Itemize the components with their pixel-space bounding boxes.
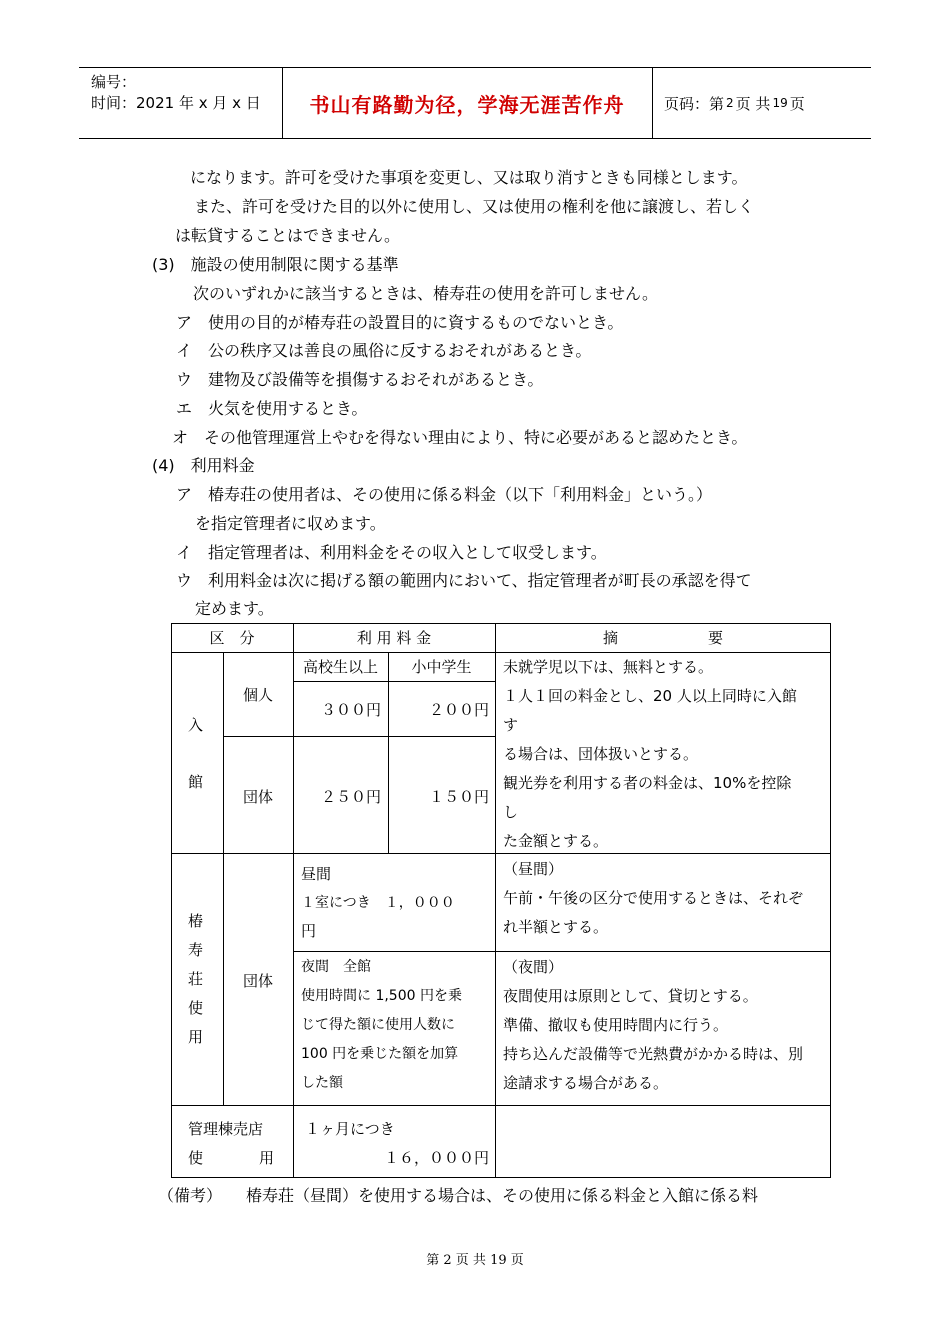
- shop-label-use: 使: [188, 1149, 204, 1167]
- note-line: 準備、撤収も使用時間内に行う。: [503, 1016, 729, 1034]
- individual-high-fee: ３００円: [320, 701, 381, 719]
- section-heading: (4) 利用料金: [152, 456, 255, 475]
- header-divider: [652, 68, 653, 138]
- body-line: になります。許可を受けた事項を変更し、又は取り消すときも同様とします。: [190, 168, 748, 187]
- footer-mid: 页 共: [455, 1253, 486, 1268]
- table-rule: [388, 652, 389, 853]
- header-page-info: [664, 68, 805, 138]
- night-line: じて得た額に使用人数に: [301, 1017, 455, 1033]
- individual-child-fee: ２００円: [428, 701, 489, 719]
- night-notes: [503, 953, 803, 1098]
- note-line: 持ち込んだ設備等で光熱費がかかる時は、別: [503, 1045, 804, 1063]
- use-label-char: 用: [188, 1028, 204, 1046]
- table-head-category: 区 分: [209, 629, 255, 647]
- note-line: 観光券を利用する者の料金は、10%を控除: [503, 774, 792, 792]
- entry-label: 館: [188, 773, 204, 791]
- use-label-char: 椿: [188, 912, 204, 930]
- use-label-char: 寿: [188, 941, 204, 959]
- table-head-remarks: 摘 要: [602, 629, 723, 647]
- note-line: す: [503, 716, 519, 734]
- day-fee: １室につき １，０００: [301, 895, 455, 911]
- use-type-label: 団体: [242, 972, 273, 990]
- note-line: （昼間）: [503, 860, 564, 878]
- note-line: し: [503, 803, 519, 821]
- fee-table: [171, 623, 831, 1178]
- table-rule: [171, 1105, 831, 1106]
- table-rule: [223, 736, 495, 737]
- day-title: 昼間: [301, 865, 332, 883]
- document-header: [79, 67, 871, 139]
- list-item: イ 指定管理者は、利用料金をその収入として収受します。: [176, 543, 607, 562]
- table-rule: [223, 652, 224, 1105]
- night-line: 使用時間に 1,500 円を乗: [301, 988, 462, 1004]
- use-label-char: 荘: [188, 970, 204, 988]
- table-border: [830, 623, 831, 1178]
- day-fee-unit: 円: [301, 922, 317, 940]
- night-line: 100 円を乗じた額を加算: [301, 1046, 459, 1062]
- group-label: 団体: [242, 788, 273, 806]
- table-rule: [293, 681, 495, 682]
- note-line: 夜間使用は原則として、貸切とする。: [503, 987, 758, 1005]
- body-line: また、許可を受けた目的以外に使用し、又は使用の権利を他に譲渡し、若しく: [194, 197, 755, 216]
- table-rule: [495, 623, 496, 1178]
- night-line: した額: [301, 1075, 343, 1091]
- sub-head-high: 高校生以上: [302, 658, 378, 676]
- header-motto: 书山有路勤为径，学海无涯苦作舟: [309, 92, 625, 117]
- day-notes: [503, 855, 803, 942]
- page-total: 19: [772, 96, 788, 110]
- note-line: た金額とする。: [503, 832, 609, 850]
- shop-label-use: 用: [259, 1149, 275, 1167]
- shop-fee: １６，０００円: [383, 1149, 489, 1167]
- shop-label: 管理棟売店: [188, 1120, 264, 1138]
- page-mid: 页 共: [735, 94, 771, 113]
- table-rule: [293, 951, 831, 952]
- footer-suffix: 页: [510, 1253, 524, 1268]
- footer-prefix: 第: [426, 1253, 440, 1268]
- night-fee: [301, 953, 462, 1098]
- footer-current: 2: [443, 1253, 452, 1268]
- page-footer: [0, 1249, 950, 1268]
- list-item: ウ 建物及び設備等を損傷するおそれがあるとき。: [176, 370, 544, 389]
- note-line: 未就学児以下は、無料とする。: [503, 658, 714, 676]
- footer-total: 19: [490, 1253, 507, 1268]
- use-label: [188, 907, 203, 1052]
- page-current: 2: [726, 96, 734, 110]
- note-line: れ半額とする。: [503, 918, 609, 936]
- group-high-fee: ２５０円: [320, 788, 381, 806]
- body-line: は転貸することはできません。: [175, 226, 400, 245]
- serial-label: 编号：: [91, 73, 137, 91]
- list-item: エ 火気を使用するとき。: [176, 399, 368, 418]
- remark-line: （備考） 椿寿荘（昼間）を使用する場合は、その使用に係る料金と入館に係る料: [158, 1186, 759, 1205]
- entry-label: 入: [188, 716, 204, 734]
- list-item: イ 公の秩序又は善良の風俗に反するおそれがあるとき。: [176, 341, 592, 360]
- list-item: ア 使用の目的が椿寿荘の設置目的に資するものでないとき。: [176, 313, 624, 332]
- table-head-fee: 利 用 料 金: [356, 629, 432, 647]
- page-suffix: 页: [789, 94, 805, 113]
- use-label-char: 使: [188, 999, 204, 1017]
- table-border: [171, 623, 172, 1178]
- note-line: １人１回の料金とし、20 人以上同時に入館: [503, 687, 797, 705]
- list-item: ア 椿寿荘の使用者は、その使用に係る料金（以下「利用料金」という。）: [176, 485, 713, 504]
- note-line: 途請求する場合がある。: [503, 1074, 669, 1092]
- body-line: 次のいずれかに該当するときは、椿寿荘の使用を許可しません。: [193, 284, 658, 303]
- night-line: 夜間 全館: [301, 959, 371, 975]
- shop-fee-period: １ヶ月につき: [305, 1120, 395, 1138]
- sub-head-child: 小中学生: [411, 658, 472, 676]
- note-line: る場合は、団体扱いとする。: [503, 745, 699, 763]
- entry-notes: [503, 653, 797, 856]
- body-line: を指定管理者に収めます。: [195, 514, 386, 533]
- header-meta: [91, 72, 261, 114]
- date-line: 时间：2021 年 x 月 x 日: [91, 94, 261, 112]
- note-line: （夜間）: [503, 958, 564, 976]
- table-border: [171, 1177, 831, 1178]
- group-child-fee: １５０円: [428, 788, 489, 806]
- individual-label: 個人: [242, 686, 273, 704]
- note-line: 午前・午後の区分で使用するときは、それぞ: [503, 889, 804, 907]
- list-item: オ その他管理運営上やむを得ない理由により、特に必要があると認めたとき。: [172, 428, 748, 447]
- page-label-prefix: 页码：第: [664, 94, 725, 113]
- table-border: [171, 623, 831, 624]
- section-heading: (3) 施設の使用制限に関する基準: [152, 255, 399, 274]
- body-line: 定めます。: [195, 599, 274, 618]
- list-item: ウ 利用料金は次に掲げる額の範囲内において、指定管理者が町長の承認を得て: [176, 571, 752, 590]
